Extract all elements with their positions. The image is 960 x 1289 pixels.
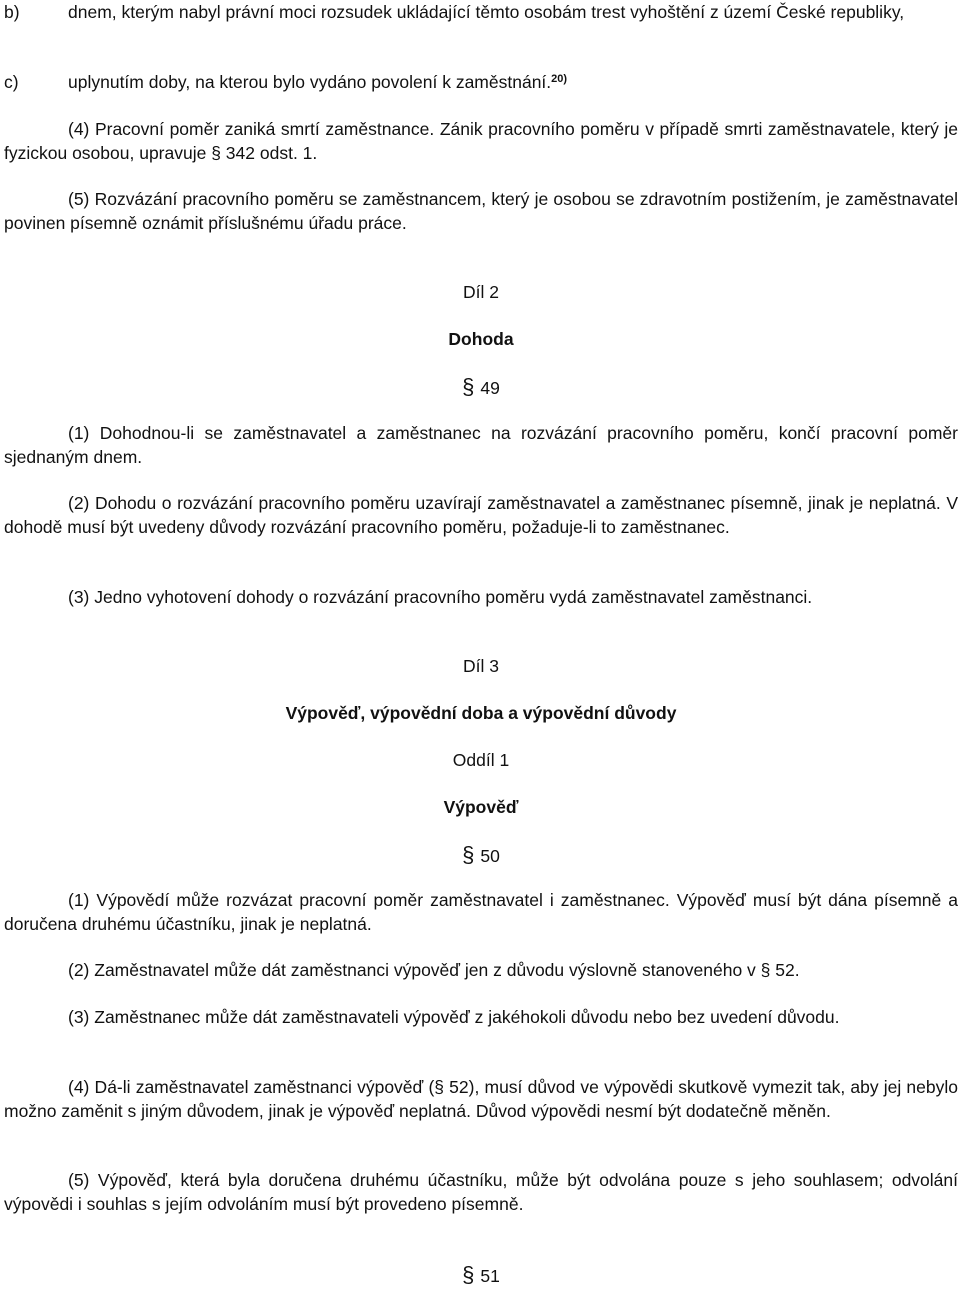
list-marker: c) xyxy=(4,72,19,92)
section-50-paragraph-4: (4) Dá-li zaměstnavatel zaměstnanci výpověď (§ 52), musí důvod ve výpovědi skutkově vymezit tak, aby jej nebylo možno zaměnit s jiným důvodem, jinak je výpověď neplatná. Důvod výpovědi nesmí být dodatečně měněn. xyxy=(4,1077,958,1121)
part-heading-dil-2: Díl 2 xyxy=(463,282,499,302)
section-50-paragraph-5: (5) Výpověď, která byla doručena druhému účastníku, může být odvolána pouze s jeho souhlasem; odvolání výpovědi i souhlas s jejím odvoláním musí být provedeno písemně. xyxy=(4,1170,958,1214)
section-number: 51 xyxy=(480,1266,500,1286)
part-heading-dil-3: Díl 3 xyxy=(463,656,499,676)
part-title-dohoda: Dohoda xyxy=(448,329,514,349)
subpart-heading-oddil-1: Oddíl 1 xyxy=(452,750,510,770)
section-heading-50 xyxy=(4,843,958,869)
section-49-paragraph-2: (2) Dohodu o rozvázání pracovního poměru uzavírají zaměstnavatel a zaměstnanec písemně, jinak je neplatná. V dohodě musí být uvedeny důvody rozvázání pracovního poměru, požaduje-li to zaměstnanec. xyxy=(4,493,958,537)
section-symbol: § xyxy=(462,842,475,867)
paragraph-5: (5) Rozvázání pracovního poměru se zaměstnancem, který je osobou se zdravotním postižením, je zaměstnavatel povinen písemně oznámit příslušnému úřadu práce. xyxy=(4,189,958,233)
section-number: 50 xyxy=(480,846,500,866)
section-50-paragraph-2: (2) Zaměstnavatel může dát zaměstnanci výpověď jen z důvodu výslovně stanoveného v § 52. xyxy=(68,960,800,980)
section-49-paragraph-3: (3) Jedno vyhotovení dohody o rozvázání pracovního poměru vydá zaměstnavatel zaměstnanci. xyxy=(68,587,813,607)
footnote-ref[interactable]: 20) xyxy=(551,73,568,85)
section-heading-51 xyxy=(4,1263,958,1289)
subpart-title-vypoved: Výpověď xyxy=(443,797,519,817)
section-heading-49 xyxy=(4,375,958,401)
section-symbol: § xyxy=(462,1262,475,1287)
list-item-text: uplynutím doby, na kterou bylo vydáno povolení k zaměstnání. xyxy=(68,72,552,92)
list-item-text-wrap xyxy=(68,71,958,95)
section-50-paragraph-3: (3) Zaměstnanec může dát zaměstnavateli výpověď z jakéhokoli důvodu nebo bez uvedení důvodu. xyxy=(68,1007,840,1027)
list-item-c xyxy=(4,71,958,95)
section-number: 49 xyxy=(480,378,500,398)
paragraph-4: (4) Pracovní poměr zaniká smrtí zaměstnance. Zánik pracovního poměru v případě smrti zaměstnavatele, který je fyzickou osobou, upravuje § 342 odst. 1. xyxy=(4,119,958,163)
section-50-paragraph-1: (1) Výpovědí může rozvázat pracovní poměr zaměstnavatel i zaměstnanec. Výpověď musí být dána písemně a doručena druhému účastníku, jinak je neplatná. xyxy=(4,890,958,934)
list-item-b xyxy=(4,1,958,25)
section-symbol: § xyxy=(462,374,475,399)
list-item-text: dnem, kterým nabyl právní moci rozsudek ukládající těmto osobám trest vyhoštění z území České republiky, xyxy=(68,2,905,22)
section-49-paragraph-1: (1) Dohodnou-li se zaměstnavatel a zaměstnanec na rozvázání pracovního poměru, končí pracovní poměr sjednaným dnem. xyxy=(4,423,958,467)
list-marker: b) xyxy=(4,2,20,22)
part-title-vypoved: Výpověď, výpovědní doba a výpovědní důvody xyxy=(285,703,677,723)
